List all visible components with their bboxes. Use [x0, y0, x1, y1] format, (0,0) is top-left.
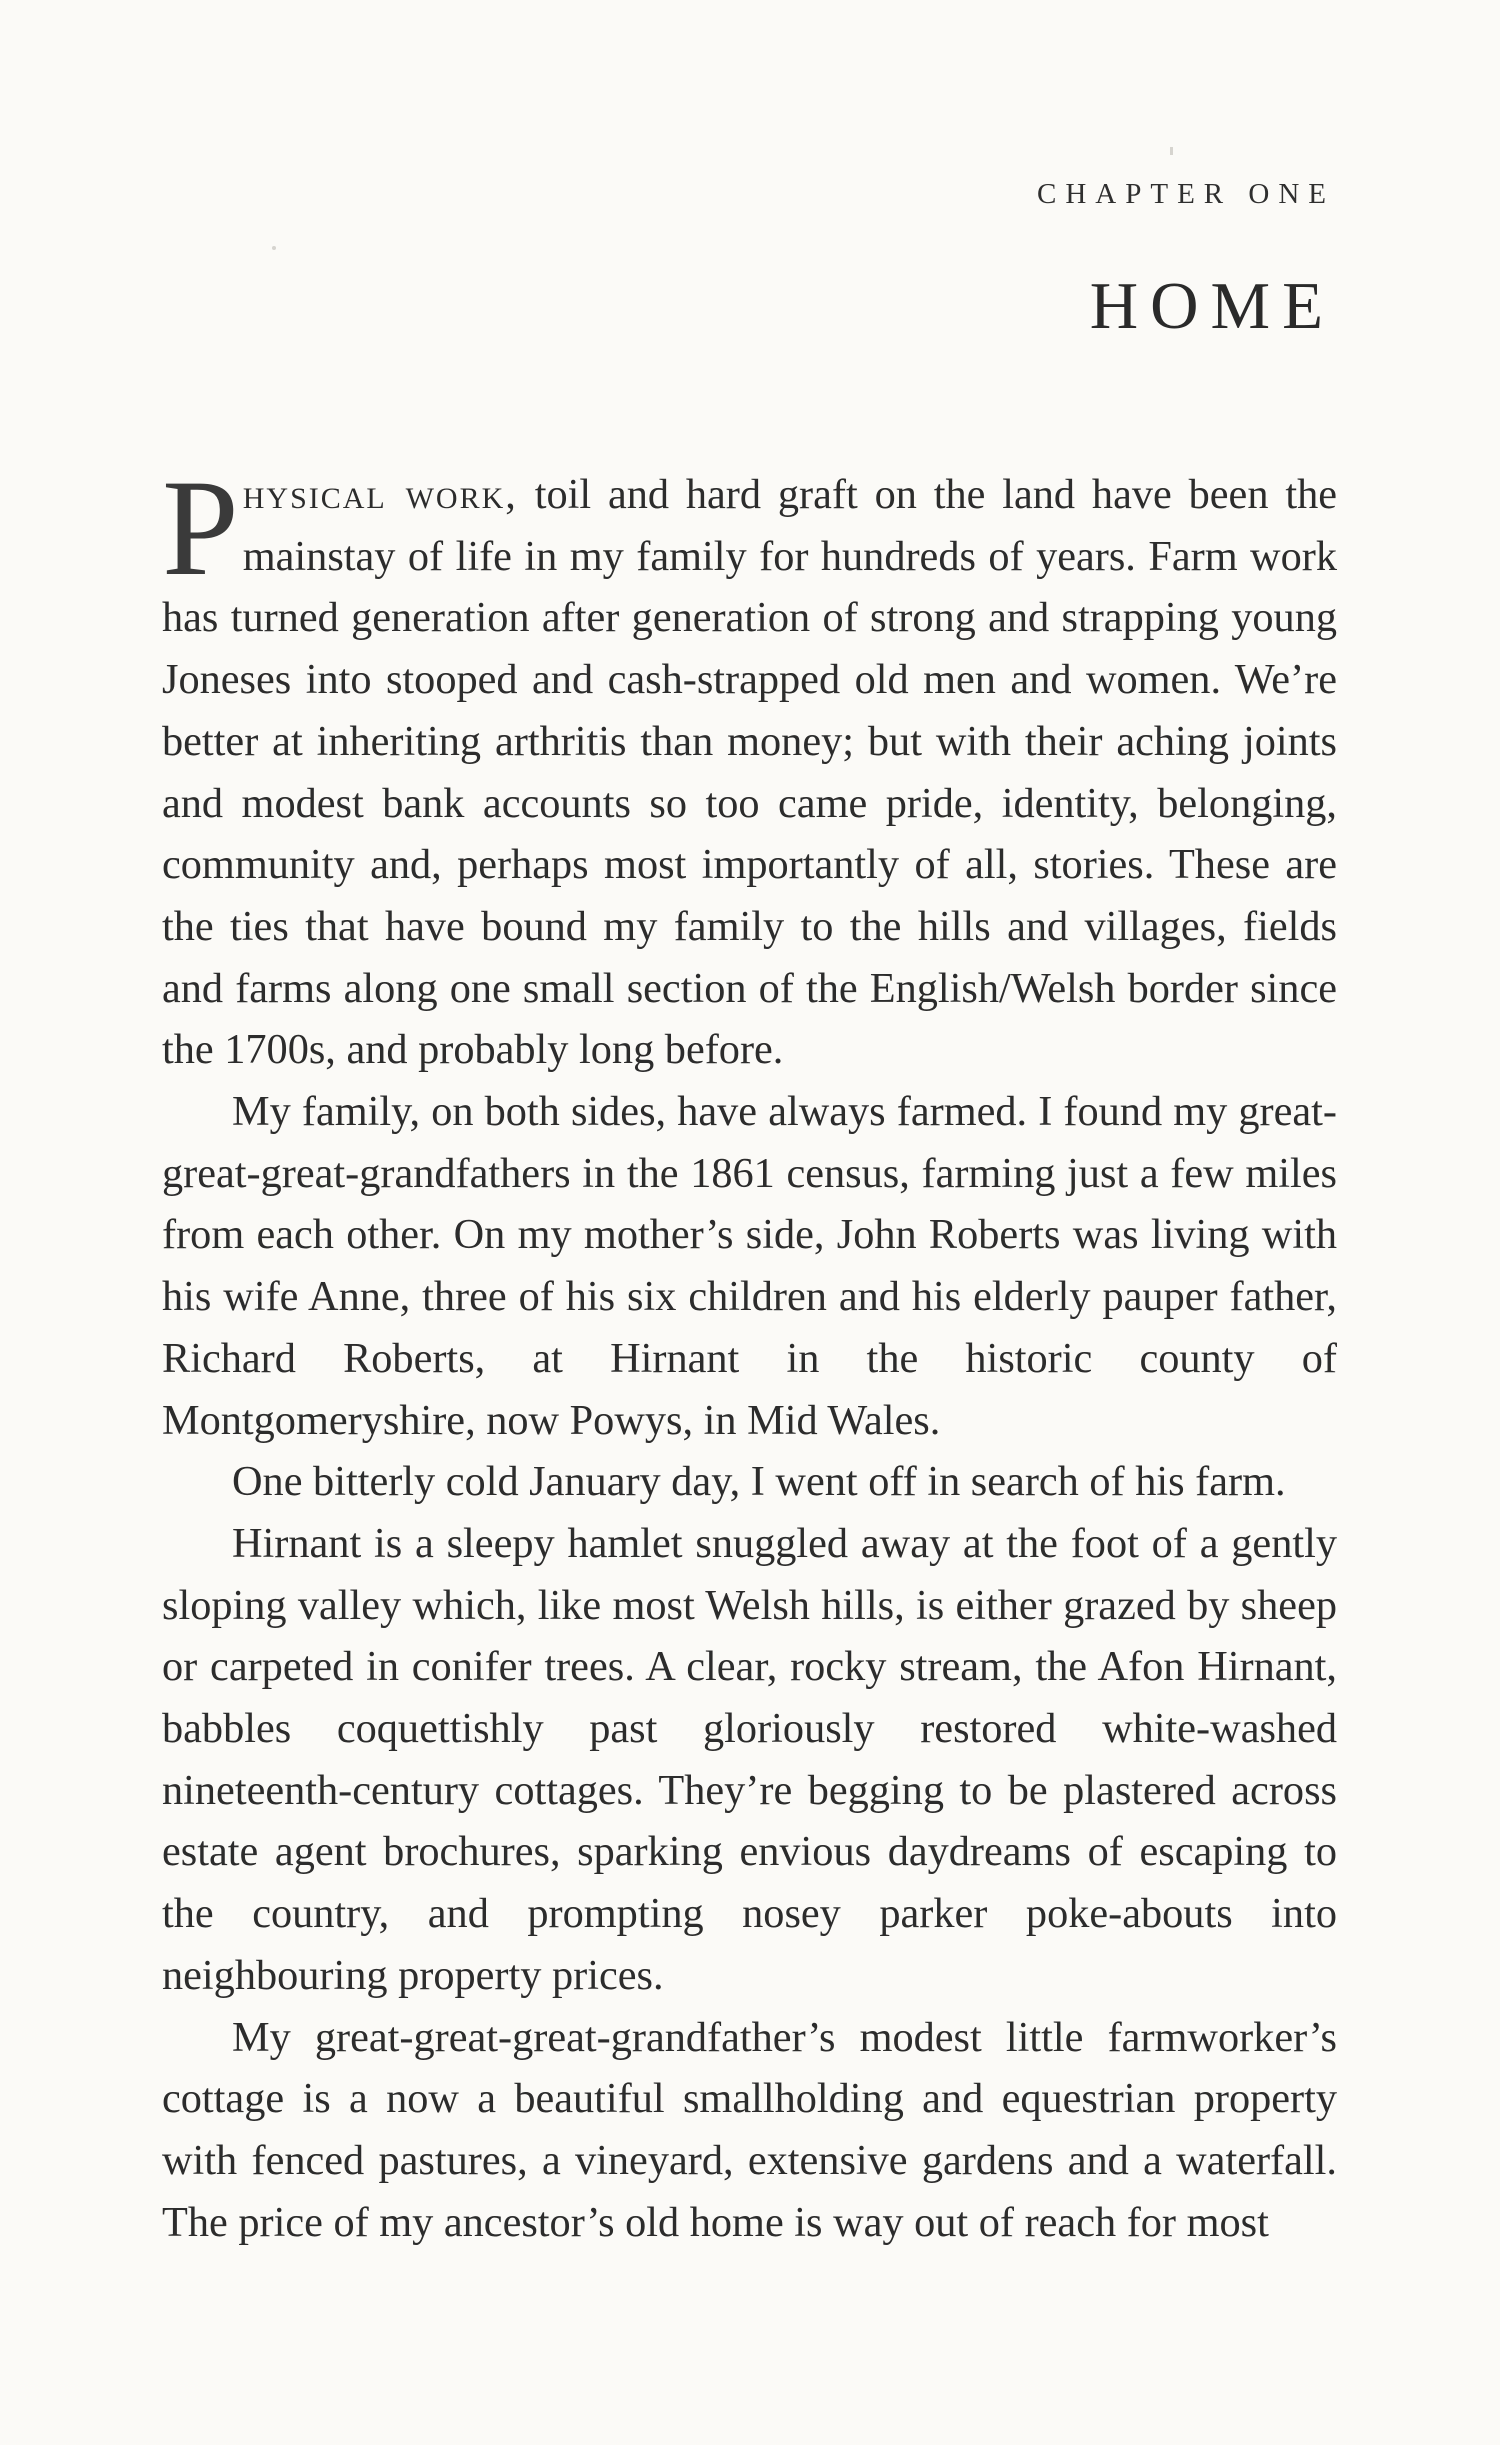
paragraph: My great-great-great-grandfather’s modest little farmworker’s cottage is a now a beautiful smallholding and equestrian property with fenced pastures, a vineyard, extensive gardens and a waterfall. The price of my ancestor’s old home is way out of reach for most	[162, 2013, 1337, 2246]
opening-text: toil and hard graft on the land have been the mainstay of life in my family for hundreds of years. Farm work has turned generation after generation of strong and strapping young Joneses into stooped and cash-strapped old men and women. We’re better at inheriting arthritis than money; but with their aching joints and modest bank accounts so too came pride, identity, belonging, community and, perhaps most importantly of all, stories. These are the ties that have bound my family to the hills and villages, fields and farms along one small section of the English/Welsh border since the 1700s, and probably long before.	[162, 471, 1337, 1074]
scan-speck	[272, 246, 276, 250]
paragraph: One bitterly cold January day, I went off in search of his farm.	[232, 1458, 1286, 1506]
opening-smallcaps: hysical work,	[242, 471, 518, 518]
scan-speck	[1170, 147, 1173, 155]
drop-cap: P	[162, 451, 239, 604]
opening-paragraph	[162, 451, 1337, 1081]
body-text	[162, 451, 1337, 2253]
chapter-title: HOME	[1089, 269, 1335, 343]
paragraph: Hirnant is a sleepy hamlet snuggled away at the foot of a gently sloping valley which, like most Welsh hills, is either grazed by sheep or carpeted in conifer trees. A clear, rocky stream, the Afon Hirnant, babbles coquettishly past gloriously restored white-washed nineteenth-century cottages. They’re begging to be plastered across estate agent brochures, sparking envious daydreams of escaping to the country, and prompting nosey parker poke-abouts into neighbouring property prices.	[162, 1519, 1337, 1999]
chapter-label: CHAPTER ONE	[1037, 178, 1335, 210]
paragraph: My family, on both sides, have always farmed. I found my great-great-great-grandfathers in the 1861 census, farming just a few miles from each other. On my mother’s side, John Roberts was living with his wife Anne, three of his six children and his elderly pauper father, Richard Roberts, at Hirnant in the historic county of Montgomeryshire, now Powys, in Mid Wales.	[162, 1088, 1337, 1444]
